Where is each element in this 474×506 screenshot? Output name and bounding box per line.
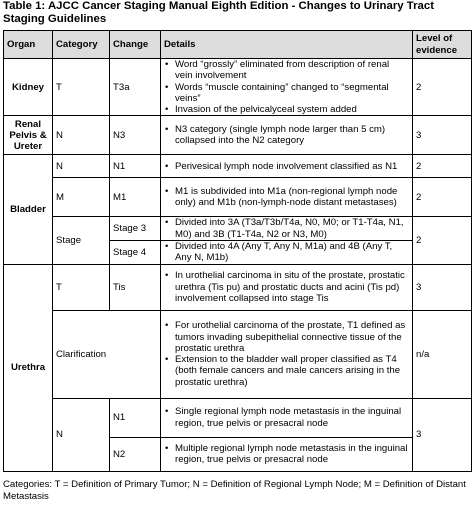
table-row (4, 178, 472, 217)
table-row (4, 59, 472, 116)
table-row (4, 116, 472, 155)
evidence-cell: 3 (413, 264, 472, 310)
category-cell: T (53, 264, 110, 310)
table-row (4, 310, 472, 398)
details-cell (161, 437, 413, 471)
organ-cell: Urethra (4, 264, 53, 471)
evidence-cell: 2 (413, 217, 472, 264)
details-cell (161, 264, 413, 310)
table-row (4, 217, 472, 241)
staging-table (3, 30, 472, 472)
details-cell (161, 398, 413, 437)
header-change: Change (110, 31, 161, 59)
details-item: • Single regional lymph node metastasis in the inguinal region, true pelvis or presacral node (164, 406, 409, 429)
details-item: • Word “grossly” eliminated from description of renal vein involvement (164, 59, 409, 82)
details-item: • Divided into 3A (T3a/T3b/T4a, N0, M0; or T1-T4a, N1, M0) and 3B (T1-T4a, N2 or N3, M0) (164, 217, 409, 240)
change-cell: M1 (110, 178, 161, 217)
details-item: • Divided into 4A (Any T, Any N, M1a) and 4B (Any T, Any N, M1b) (164, 241, 409, 264)
details-cell (161, 241, 413, 265)
details-cell (161, 155, 413, 178)
organ-cell: Renal Pelvis & Ureter (4, 116, 53, 155)
table-title: Table 1: AJCC Cancer Staging Manual Eighth Edition - Changes to Urinary Tract Staging Guidelines (3, 0, 435, 25)
change-cell: T3a (110, 59, 161, 116)
category-cell: N (53, 398, 110, 471)
change-cell: N1 (110, 398, 161, 437)
details-item: • Perivesical lymph node involvement classified as N1 (164, 161, 409, 172)
category-cell: Clarification (53, 310, 161, 398)
details-item: • M1 is subdivided into M1a (non-regional lymph node only) and M1b (non-lymph-node distant metastases) (164, 186, 409, 209)
category-cell: N (53, 155, 110, 178)
details-cell (161, 178, 413, 217)
category-cell: Stage (53, 217, 110, 264)
category-cell: N (53, 116, 110, 155)
evidence-cell: 3 (413, 116, 472, 155)
header-category: Category (53, 31, 110, 59)
details-item: • Words “muscle containing” changed to “segmental veins” (164, 82, 409, 105)
change-cell: Stage 3 (110, 217, 161, 241)
table-row (4, 398, 472, 437)
change-cell: Stage 4 (110, 241, 161, 265)
details-item: • N3 category (single lymph node larger than 5 cm) collapsed into the N2 category (164, 124, 409, 147)
evidence-cell: 2 (413, 59, 472, 116)
category-cell: T (53, 59, 110, 116)
evidence-cell: 3 (413, 398, 472, 471)
details-cell (161, 59, 413, 116)
details-item: • For urothelial carcinoma of the prostate, T1 defined as tumors invading subepithelial connective tissue of the prostatic urethra (164, 320, 409, 354)
change-cell: N1 (110, 155, 161, 178)
organ-cell: Kidney (4, 59, 53, 116)
table-row (4, 155, 472, 178)
details-item: • Multiple regional lymph node metastasis in the inguinal region, true pelvis or presacral node (164, 443, 409, 466)
change-cell: N3 (110, 116, 161, 155)
organ-cell: Bladder (4, 155, 53, 264)
category-cell: M (53, 178, 110, 217)
header-organ: Organ (4, 31, 53, 59)
evidence-cell: 2 (413, 155, 472, 178)
header-evidence: Level of evidence (413, 31, 472, 59)
details-item: • In urothelial carcinoma in situ of the prostate, prostatic urethra (Tis pu) and prostatic ducts and acini (Tis pd) involvement collapsed into stage Tis (164, 270, 409, 304)
evidence-cell: 2 (413, 178, 472, 217)
change-cell: N2 (110, 437, 161, 471)
details-cell (161, 217, 413, 241)
details-cell (161, 116, 413, 155)
table-row (4, 264, 472, 310)
header-row (4, 31, 472, 59)
details-item: • Extension to the bladder wall proper classified as T4 (both female cancers and male cancers arising in the prostatic urethra) (164, 354, 409, 388)
change-cell: Tis (110, 264, 161, 310)
details-item: • Invasion of the pelvicalyceal system added (164, 104, 409, 115)
table-caption: Categories: T = Definition of Primary Tumor; N = Definition of Regional Lymph Node; M = Definition of Distant Metastasis (3, 479, 466, 502)
header-details: Details (161, 31, 413, 59)
details-cell (161, 310, 413, 398)
evidence-cell: n/a (413, 310, 472, 398)
